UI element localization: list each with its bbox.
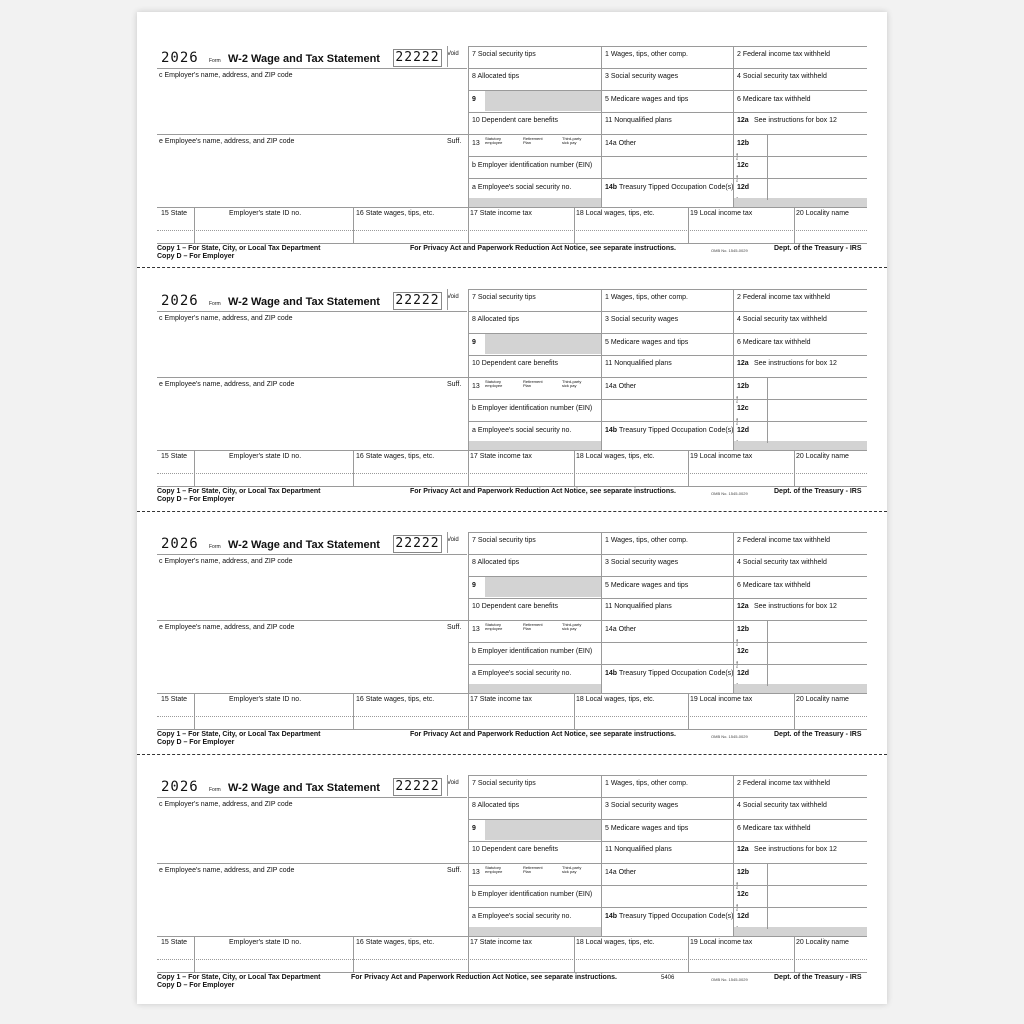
box20-label: 20 Locality name [796, 210, 849, 217]
retirement-plan-label: Retirement Plan [523, 379, 543, 388]
ein-label: b Employer identification number (EIN) [472, 648, 593, 655]
box12b-code-label: Code [735, 638, 739, 646]
suffix-label: Suff. [447, 624, 462, 631]
tax-year: 2026 [161, 779, 199, 795]
w2-form-copy-1 [157, 46, 867, 271]
box3-label: 3 Social security wages [605, 316, 679, 323]
box9-label: 9 [472, 582, 476, 589]
box15-label: 15 State [161, 210, 188, 217]
dept-treasury: Dept. of the Treasury - IRS [774, 731, 862, 738]
box13-label: 13 [472, 140, 480, 147]
employer-name-label: c Employer's name, address, and ZIP code [159, 558, 293, 565]
box1-label: 1 Wages, tips, other comp. [605, 780, 688, 787]
box12d-label: 12d [737, 427, 750, 434]
box19-label: 19 Local income tax [690, 210, 753, 217]
form-title: W-2 Wage and Tax Statement [228, 296, 380, 308]
copy1-label: Copy 1 – For State, City, or Local Tax Department [157, 245, 321, 252]
employee-name-label: e Employee's name, address, and ZIP code [159, 138, 295, 145]
box9-shade [485, 333, 602, 354]
state-id-label: Employer's state ID no. [229, 210, 302, 217]
w2-form-copy-3 [157, 532, 867, 757]
form-code: 22222 [393, 292, 442, 310]
third-party-sick-pay-label: Third-party sick pay [562, 622, 582, 631]
box12a-label: 12a [737, 603, 749, 610]
ssn-shade [469, 198, 602, 207]
box12b-label: 12b [737, 383, 750, 390]
dept-treasury: Dept. of the Treasury - IRS [774, 488, 862, 495]
box12b-code-label: Code [735, 152, 739, 160]
box18-label: 18 Local wages, tips, etc. [576, 696, 655, 703]
box13-label: 13 [472, 869, 480, 876]
part-number: 5406 [661, 975, 675, 981]
box12c-code-label: Code [735, 660, 739, 668]
copyd-label: Copy D – For Employer [157, 982, 235, 989]
box6-label: 6 Medicare tax withheld [737, 582, 811, 589]
copyd-label: Copy D – For Employer [157, 253, 235, 260]
box14b-text: Treasury Tipped Occupation Code(s) [619, 913, 734, 920]
box10-label: 10 Dependent care benefits [472, 117, 559, 124]
box12c-label: 12c [737, 162, 749, 169]
ein-label: b Employer identification number (EIN) [472, 891, 593, 898]
box10-label: 10 Dependent care benefits [472, 360, 559, 367]
perforation-line [137, 267, 887, 268]
box5-label: 5 Medicare wages and tips [605, 339, 689, 346]
box14b-label: 14b [605, 184, 618, 191]
box10-label: 10 Dependent care benefits [472, 603, 559, 610]
dept-treasury: Dept. of the Treasury - IRS [774, 245, 862, 252]
form-title: W-2 Wage and Tax Statement [228, 53, 380, 65]
box16-label: 16 State wages, tips, etc. [356, 696, 435, 703]
form-label: Form [209, 544, 221, 550]
box9-shade [485, 576, 602, 597]
box3-label: 3 Social security wages [605, 559, 679, 566]
box12c-code-label: Code [735, 903, 739, 911]
box13-label: 13 [472, 626, 480, 633]
tax-year: 2026 [161, 536, 199, 552]
box3-label: 3 Social security wages [605, 802, 679, 809]
box8-label: 8 Allocated tips [472, 73, 520, 80]
box1-label: 1 Wages, tips, other comp. [605, 294, 688, 301]
box14a-label: 14a Other [605, 869, 637, 876]
box14b-label: 14b [605, 670, 618, 677]
form-code: 22222 [393, 49, 442, 67]
box2-label: 2 Federal income tax withheld [737, 537, 830, 544]
box4-label: 4 Social security tax withheld [737, 73, 827, 80]
employee-ssn-label: a Employee's social security no. [472, 913, 572, 920]
box19-label: 19 Local income tax [690, 453, 753, 460]
privacy-notice: For Privacy Act and Paperwork Reduction Act Notice, see separate instructions. [410, 488, 676, 495]
box6-label: 6 Medicare tax withheld [737, 339, 811, 346]
box4-label: 4 Social security tax withheld [737, 316, 827, 323]
ssn-shade [469, 684, 602, 693]
box12c-label: 12c [737, 648, 749, 655]
employer-name-label: c Employer's name, address, and ZIP code [159, 801, 293, 808]
box12b-code-label: Code [735, 881, 739, 889]
box12-shade [734, 198, 867, 207]
box4-label: 4 Social security tax withheld [737, 559, 827, 566]
box17-label: 17 State income tax [470, 453, 532, 460]
box12-shade [734, 684, 867, 693]
omb-number: OMB No. 1545-0029 [711, 977, 748, 982]
form-code: 22222 [393, 535, 442, 553]
box14a-label: 14a Other [605, 140, 637, 147]
employee-name-label: e Employee's name, address, and ZIP code [159, 381, 295, 388]
form-label: Form [209, 58, 221, 64]
dept-treasury: Dept. of the Treasury - IRS [774, 974, 862, 981]
employee-name-label: e Employee's name, address, and ZIP code [159, 624, 295, 631]
perforation-line [137, 511, 887, 512]
box11-label: 11 Nonqualified plans [605, 846, 672, 853]
tax-year: 2026 [161, 293, 199, 309]
box12c-code-label: Code [735, 417, 739, 425]
box12a-label: 12a [737, 117, 749, 124]
box12c-code-label: Code [735, 174, 739, 182]
box19-label: 19 Local income tax [690, 696, 753, 703]
box12d-label: 12d [737, 184, 750, 191]
employer-name-label: c Employer's name, address, and ZIP code [159, 315, 293, 322]
copyd-label: Copy D – For Employer [157, 496, 235, 503]
privacy-notice: For Privacy Act and Paperwork Reduction Act Notice, see separate instructions. [351, 974, 617, 981]
box14b-text: Treasury Tipped Occupation Code(s) [619, 184, 734, 191]
box6-label: 6 Medicare tax withheld [737, 96, 811, 103]
box6-label: 6 Medicare tax withheld [737, 825, 811, 832]
form-code: 22222 [393, 778, 442, 796]
box12b-label: 12b [737, 140, 750, 147]
box16-label: 16 State wages, tips, etc. [356, 939, 435, 946]
state-id-label: Employer's state ID no. [229, 453, 302, 460]
box14b-text: Treasury Tipped Occupation Code(s) [619, 670, 734, 677]
box7-label: 7 Social security tips [472, 537, 536, 544]
void-label: Void [447, 537, 459, 543]
box12d-label: 12d [737, 670, 750, 677]
box12a-text: See instructions for box 12 [754, 360, 837, 367]
box14b-text: Treasury Tipped Occupation Code(s) [619, 427, 734, 434]
box7-label: 7 Social security tips [472, 51, 536, 58]
box8-label: 8 Allocated tips [472, 316, 520, 323]
box15-label: 15 State [161, 453, 188, 460]
box14a-label: 14a Other [605, 626, 637, 633]
box19-label: 19 Local income tax [690, 939, 753, 946]
box8-label: 8 Allocated tips [472, 802, 520, 809]
employee-ssn-label: a Employee's social security no. [472, 184, 572, 191]
w2-form-copy-4 [157, 775, 867, 1000]
box15-label: 15 State [161, 939, 188, 946]
privacy-notice: For Privacy Act and Paperwork Reduction Act Notice, see separate instructions. [410, 731, 676, 738]
suffix-label: Suff. [447, 381, 462, 388]
ssn-shade [469, 927, 602, 936]
tax-year: 2026 [161, 50, 199, 66]
box18-label: 18 Local wages, tips, etc. [576, 939, 655, 946]
box12a-label: 12a [737, 360, 749, 367]
box1-label: 1 Wages, tips, other comp. [605, 51, 688, 58]
w2-form-copy-2 [157, 289, 867, 514]
box14b-label: 14b [605, 913, 618, 920]
box12a-text: See instructions for box 12 [754, 603, 837, 610]
box16-label: 16 State wages, tips, etc. [356, 453, 435, 460]
retirement-plan-label: Retirement Plan [523, 622, 543, 631]
box18-label: 18 Local wages, tips, etc. [576, 453, 655, 460]
suffix-label: Suff. [447, 138, 462, 145]
box14b-label: 14b [605, 427, 618, 434]
box2-label: 2 Federal income tax withheld [737, 51, 830, 58]
third-party-sick-pay-label: Third-party sick pay [562, 136, 582, 145]
employer-name-label: c Employer's name, address, and ZIP code [159, 72, 293, 79]
box5-label: 5 Medicare wages and tips [605, 96, 689, 103]
void-label: Void [447, 51, 459, 57]
state-id-label: Employer's state ID no. [229, 696, 302, 703]
box5-label: 5 Medicare wages and tips [605, 582, 689, 589]
box8-label: 8 Allocated tips [472, 559, 520, 566]
box20-label: 20 Locality name [796, 453, 849, 460]
box7-label: 7 Social security tips [472, 294, 536, 301]
box10-label: 10 Dependent care benefits [472, 846, 559, 853]
form-title: W-2 Wage and Tax Statement [228, 539, 380, 551]
box12b-label: 12b [737, 626, 750, 633]
statutory-employee-label: Statutory employee [485, 622, 503, 631]
box5-label: 5 Medicare wages and tips [605, 825, 689, 832]
box9-shade [485, 819, 602, 840]
w2-sheet [137, 12, 887, 1004]
box12-shade [734, 927, 867, 936]
box12a-text: See instructions for box 12 [754, 846, 837, 853]
form-title: W-2 Wage and Tax Statement [228, 782, 380, 794]
box17-label: 17 State income tax [470, 939, 532, 946]
copy1-label: Copy 1 – For State, City, or Local Tax Department [157, 974, 321, 981]
box3-label: 3 Social security wages [605, 73, 679, 80]
box17-label: 17 State income tax [470, 210, 532, 217]
void-label: Void [447, 780, 459, 786]
box7-label: 7 Social security tips [472, 780, 536, 787]
state-id-label: Employer's state ID no. [229, 939, 302, 946]
box9-shade [485, 90, 602, 111]
box12b-label: 12b [737, 869, 750, 876]
ein-label: b Employer identification number (EIN) [472, 405, 593, 412]
omb-number: OMB No. 1545-0029 [711, 734, 748, 739]
box4-label: 4 Social security tax withheld [737, 802, 827, 809]
box11-label: 11 Nonqualified plans [605, 603, 672, 610]
privacy-notice: For Privacy Act and Paperwork Reduction Act Notice, see separate instructions. [410, 245, 676, 252]
box18-label: 18 Local wages, tips, etc. [576, 210, 655, 217]
third-party-sick-pay-label: Third-party sick pay [562, 865, 582, 874]
ssn-shade [469, 441, 602, 450]
box20-label: 20 Locality name [796, 696, 849, 703]
suffix-label: Suff. [447, 867, 462, 874]
employee-ssn-label: a Employee's social security no. [472, 670, 572, 677]
statutory-employee-label: Statutory employee [485, 379, 503, 388]
box12c-label: 12c [737, 891, 749, 898]
box2-label: 2 Federal income tax withheld [737, 294, 830, 301]
perforation-line [137, 754, 887, 755]
statutory-employee-label: Statutory employee [485, 865, 503, 874]
box12d-label: 12d [737, 913, 750, 920]
box1-label: 1 Wages, tips, other comp. [605, 537, 688, 544]
form-label: Form [209, 301, 221, 307]
box17-label: 17 State income tax [470, 696, 532, 703]
copyd-label: Copy D – For Employer [157, 739, 235, 746]
employee-name-label: e Employee's name, address, and ZIP code [159, 867, 295, 874]
form-label: Form [209, 787, 221, 793]
void-label: Void [447, 294, 459, 300]
box9-label: 9 [472, 339, 476, 346]
omb-number: OMB No. 1545-0029 [711, 491, 748, 496]
box16-label: 16 State wages, tips, etc. [356, 210, 435, 217]
box13-label: 13 [472, 383, 480, 390]
omb-number: OMB No. 1545-0029 [711, 248, 748, 253]
box9-label: 9 [472, 825, 476, 832]
retirement-plan-label: Retirement Plan [523, 136, 543, 145]
box12b-code-label: Code [735, 395, 739, 403]
box12a-label: 12a [737, 846, 749, 853]
copy1-label: Copy 1 – For State, City, or Local Tax Department [157, 731, 321, 738]
retirement-plan-label: Retirement Plan [523, 865, 543, 874]
box15-label: 15 State [161, 696, 188, 703]
box20-label: 20 Locality name [796, 939, 849, 946]
ein-label: b Employer identification number (EIN) [472, 162, 593, 169]
box12-shade [734, 441, 867, 450]
box9-label: 9 [472, 96, 476, 103]
box11-label: 11 Nonqualified plans [605, 360, 672, 367]
box12a-text: See instructions for box 12 [754, 117, 837, 124]
box2-label: 2 Federal income tax withheld [737, 780, 830, 787]
box12c-label: 12c [737, 405, 749, 412]
box11-label: 11 Nonqualified plans [605, 117, 672, 124]
third-party-sick-pay-label: Third-party sick pay [562, 379, 582, 388]
employee-ssn-label: a Employee's social security no. [472, 427, 572, 434]
copy1-label: Copy 1 – For State, City, or Local Tax Department [157, 488, 321, 495]
box14a-label: 14a Other [605, 383, 637, 390]
statutory-employee-label: Statutory employee [485, 136, 503, 145]
